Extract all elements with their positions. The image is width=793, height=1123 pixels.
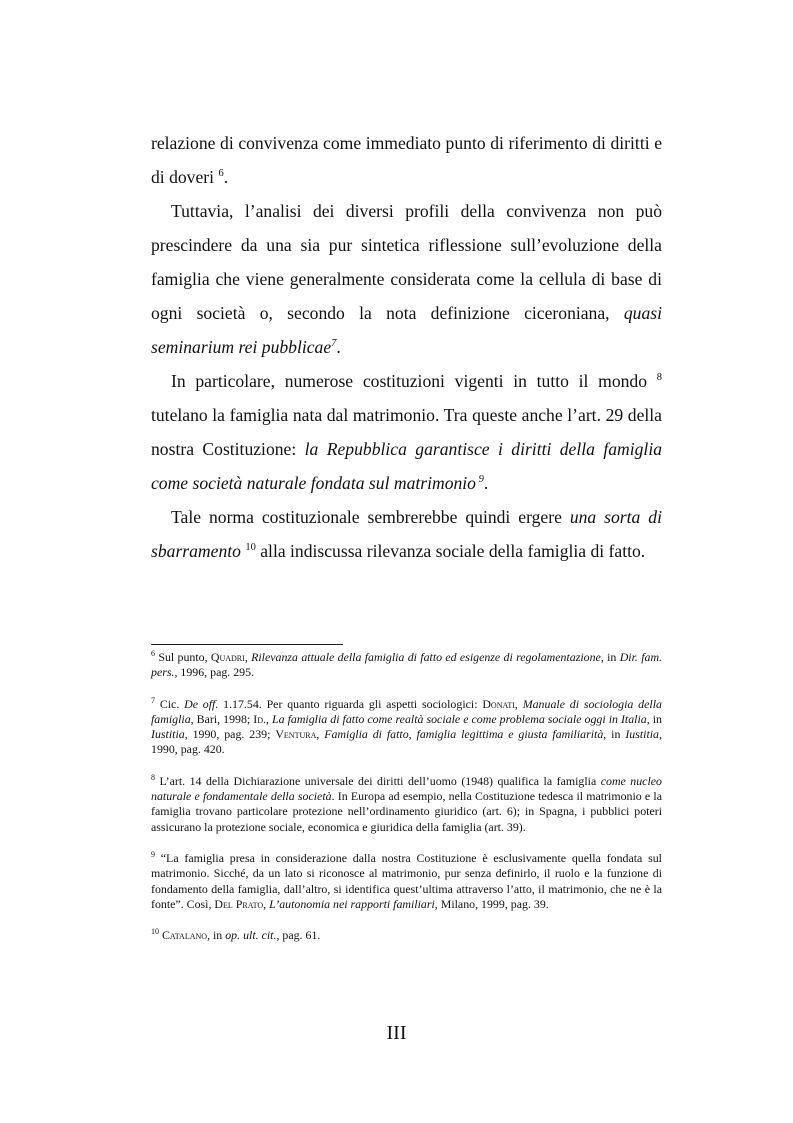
main-text [151, 126, 662, 568]
footnote-6: $^6$ Sul punto, Quadri, Rilevanza attuale della famiglia di fatto ed esigenze di regolamentazione, in Dir. fam. pers., 1996, pag. 295. [151, 649, 662, 680]
author-name: Id. [253, 711, 266, 726]
author-name: Del Prato [214, 896, 264, 911]
footnote-ref-6[interactable]: 6 [218, 168, 224, 180]
paragraph-2: Tuttavia, l’analisi dei diversi profili della convivenza non può prescindere da una sia pur sintetica riflessione sull’evoluzione della famiglia che viene generalmente considerata come la cellula di base di ogni società o, secondo la nota definizione ciceroniana, quasi seminarium rei pubblicae$^7$. [151, 201, 662, 357]
author-name: Catalano [161, 928, 208, 943]
paragraph-1: relazione di convivenza come immediato punto di riferimento di diritti e di doveri $^6$. [151, 133, 662, 187]
footnote-7: $^7$ Cic. De off. 1.17.54. Per quanto riguarda gli aspetti sociologici: Donati, Manuale di sociologia della famiglia, Bari, 1998; Id., La famiglia di fatto come realtà sociale e come problema sociale oggi in Italia, in Iustitia, 1990, pag. 239; Ventura, Famiglia di fatto, famiglia legittima e giusta familiarità, in Iustitia, 1990, pag. 420. [151, 695, 663, 757]
footnotes [151, 650, 662, 959]
footnote-ref-8[interactable]: 8 [656, 372, 662, 384]
paragraph-4: Tale norma costituzionale sembrerebbe quindi ergere una sorta di sbarramento $^{10}$ alla indiscussa rilevanza sociale della famiglia di fatto. [151, 507, 662, 561]
author-name: Quadri [210, 650, 245, 664]
footnote-9: $^9$ “La famiglia presa in considerazione dalla nostra Costituzione è esclusivamente quella fondata sul matrimonio. Sicché, da un lato si riconosce al matrimonio, pur senza definirlo, il ruolo e la funzione di fondamento della famiglia, dall’altro, si identifica quest’ultima attraverso l’atto, il matrimonio, che ne è la fonte”. Così, Del Prato, L’autonomia nei rapporti familiari, Milano, 1999, pag. 39. [151, 850, 662, 911]
footnote-8: $^8$ L’art. 14 della Dichiarazione universale dei diritti dell’uomo (1948) qualifica la famiglia come nucleo naturale e fondamentale della società. In Europa ad esempio, nella Costituzione tedesca il matrimonio e la famiglia trovano particolare protezione nell’ordinamento giuridico (art. 6); in Spagna, i pubblici poteri assicurano la protezione sociale, economica e giuridica della famiglia (art. 39). [151, 772, 662, 834]
page-number: III [386, 1022, 407, 1044]
paragraph-3: In particolare, numerose costituzioni vigenti in tutto il mondo $^8$ tutelano la famiglia nata dal matrimonio. Tra queste anche l’art. 29 della nostra Costituzione: la Repubblica garantisce i diritti della famiglia come società naturale fondata sul matrimonio $^9$. [151, 371, 663, 493]
author-name: Donati [482, 696, 515, 711]
footnote-separator [151, 644, 343, 645]
footnote-ref-7[interactable]: 7 [331, 338, 337, 350]
footnote-10: $^{10}$ Catalano, in op. ult. cit., pag. 61. [151, 927, 321, 943]
footnote-ref-9[interactable]: 9 [478, 474, 484, 486]
author-name: Ventura [275, 727, 317, 742]
footnote-ref-10[interactable]: 10 [245, 542, 256, 554]
